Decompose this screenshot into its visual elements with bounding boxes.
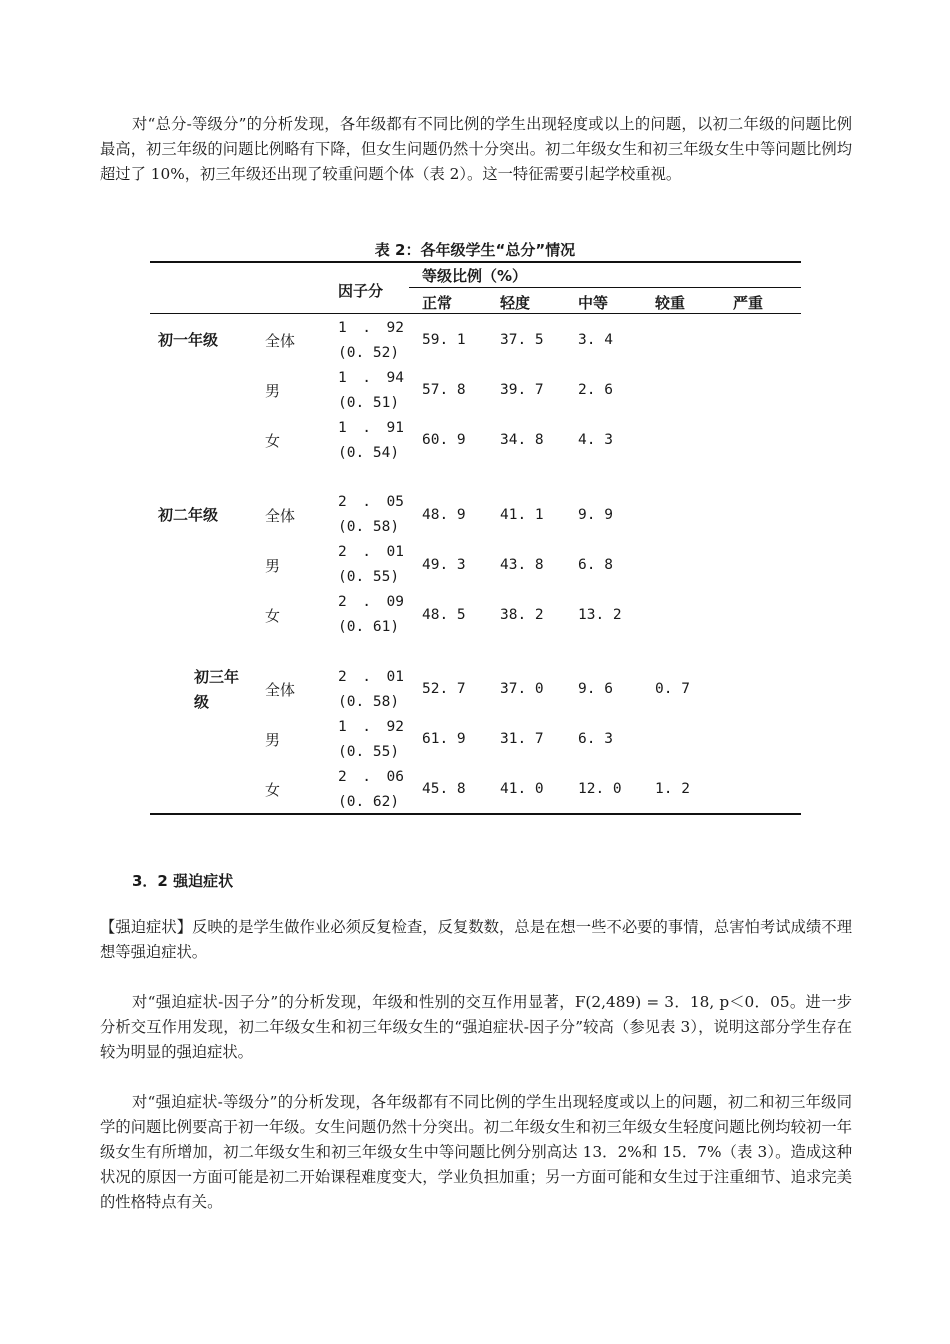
normal-cell: 48. 5	[422, 607, 466, 623]
normal-cell: 61. 9	[422, 731, 466, 747]
grade-label: 初三年	[194, 668, 240, 686]
factor-score-cell: 2 . 06 (0. 62)	[338, 769, 404, 810]
mild-cell: 38. 2	[500, 607, 544, 623]
sex-cell: 女	[265, 432, 281, 450]
normal-cell: 52. 7	[422, 681, 466, 697]
moderate-cell: 12. 0	[578, 781, 622, 797]
moderate-cell: 6. 3	[578, 731, 613, 747]
factor-score-cell: 2 . 05 (0. 58)	[338, 494, 404, 535]
moderate-cell: 9. 6	[578, 681, 613, 697]
mild-cell: 39. 7	[500, 382, 544, 398]
paragraph-ocd-factor-analysis: 对“强迫症状-因子分”的分析发现，年级和性别的交互作用显著，F(2,489) = 3．18, p＜0．05。进一步分析交互作用发现，初二年级女生和初三年级女生的“强迫症状-因子分”较高（参见表 3），说明这部分学生存在较为明显的强迫症状。	[100, 993, 852, 1061]
paragraph-total-score-analysis: 对“总分-等级分”的分析发现，各年级都有不同比例的学生出现轻度或以上的问题，以初二年级的问题比例最高，初三年级的问题比例略有下降，但女生问题仍然十分突出。初二年级女生和初三年级女生中等问题比例均超过了 10%，初三年级还出现了较重问题个体（表 2）。这一特征需要引起学校重视。	[100, 115, 852, 183]
sex-cell: 男	[265, 731, 281, 749]
moderate-cell: 2. 6	[578, 382, 613, 398]
normal-cell: 45. 8	[422, 781, 466, 797]
sex-cell: 男	[265, 382, 281, 400]
grade-label: 级	[194, 693, 210, 711]
table-header-rule	[150, 313, 801, 314]
header-factor-score: 因子分	[338, 282, 384, 300]
mild-cell: 37. 0	[500, 681, 544, 697]
header-level-mild: 轻度	[500, 294, 531, 312]
header-level-normal: 正常	[422, 294, 453, 312]
severe-cell: 0. 7	[655, 681, 690, 697]
severe-cell: 1. 2	[655, 781, 690, 797]
mild-cell: 43. 8	[500, 557, 544, 573]
moderate-cell: 13. 2	[578, 607, 622, 623]
table-top-rule	[150, 261, 801, 263]
sex-cell: 女	[265, 607, 281, 625]
normal-cell: 57. 8	[422, 382, 466, 398]
section-heading: 3．2 强迫症状	[132, 872, 234, 890]
factor-score-cell: 1 . 91 (0. 54)	[338, 420, 404, 461]
table-bottom-rule	[150, 813, 801, 815]
paragraph-ocd-grade-analysis: 对“强迫症状-等级分”的分析发现，各年级都有不同比例的学生出现轻度或以上的问题，初二和初三年级同学的问题比例要高于初一年级。女生问题仍然十分突出。初二年级女生和初三年级女生轻度问题比例均较初一年级女生有所增加，初二年级女生和初三年级女生中等问题比例分别高达 13．2%和 15．7%（表 3）。造成这种状况的原因一方面可能是初二开始课程难度变大，学业负担加重；另一方面可能和女生过于注重细节、追求完美的性格特点有关。	[100, 1093, 852, 1211]
mild-cell: 34. 8	[500, 432, 544, 448]
grade-label: 初二年级	[158, 506, 219, 524]
sex-cell: 全体	[265, 681, 296, 699]
sex-cell: 女	[265, 781, 281, 799]
factor-score-cell: 1 . 92 (0. 52)	[338, 320, 404, 361]
normal-cell: 59. 1	[422, 332, 466, 348]
sex-cell: 全体	[265, 507, 296, 525]
factor-score-cell: 2 . 01 (0. 55)	[338, 544, 404, 585]
mild-cell: 31. 7	[500, 731, 544, 747]
sex-cell: 全体	[265, 332, 296, 350]
normal-cell: 60. 9	[422, 432, 466, 448]
moderate-cell: 9. 9	[578, 507, 613, 523]
moderate-cell: 6. 8	[578, 557, 613, 573]
grade-label: 初一年级	[158, 331, 219, 349]
table-caption: 表 2：各年级学生“总分”情况	[374, 241, 576, 259]
header-grade-ratio: 等级比例（%）	[422, 267, 528, 285]
factor-score-cell: 1 . 92 (0. 55)	[338, 719, 404, 760]
mild-cell: 37. 5	[500, 332, 544, 348]
mild-cell: 41. 0	[500, 781, 544, 797]
header-level-moderate: 中等	[578, 294, 609, 312]
table-subheader-rule	[409, 287, 801, 288]
moderate-cell: 3. 4	[578, 332, 613, 348]
header-level-extreme: 严重	[733, 294, 764, 312]
normal-cell: 49. 3	[422, 557, 466, 573]
normal-cell: 48. 9	[422, 507, 466, 523]
sex-cell: 男	[265, 557, 281, 575]
factor-score-cell: 2 . 09 (0. 61)	[338, 594, 404, 635]
factor-score-cell: 1 . 94 (0. 51)	[338, 370, 404, 411]
header-level-severe: 较重	[655, 294, 686, 312]
moderate-cell: 4. 3	[578, 432, 613, 448]
mild-cell: 41. 1	[500, 507, 544, 523]
paragraph-ocd-definition: 【强迫症状】反映的是学生做作业必须反复检查，反复数数，总是在想一些不必要的事情，总害怕考试成绩不理想等强迫症状。	[100, 918, 852, 961]
factor-score-cell: 2 . 01 (0. 58)	[338, 669, 404, 710]
